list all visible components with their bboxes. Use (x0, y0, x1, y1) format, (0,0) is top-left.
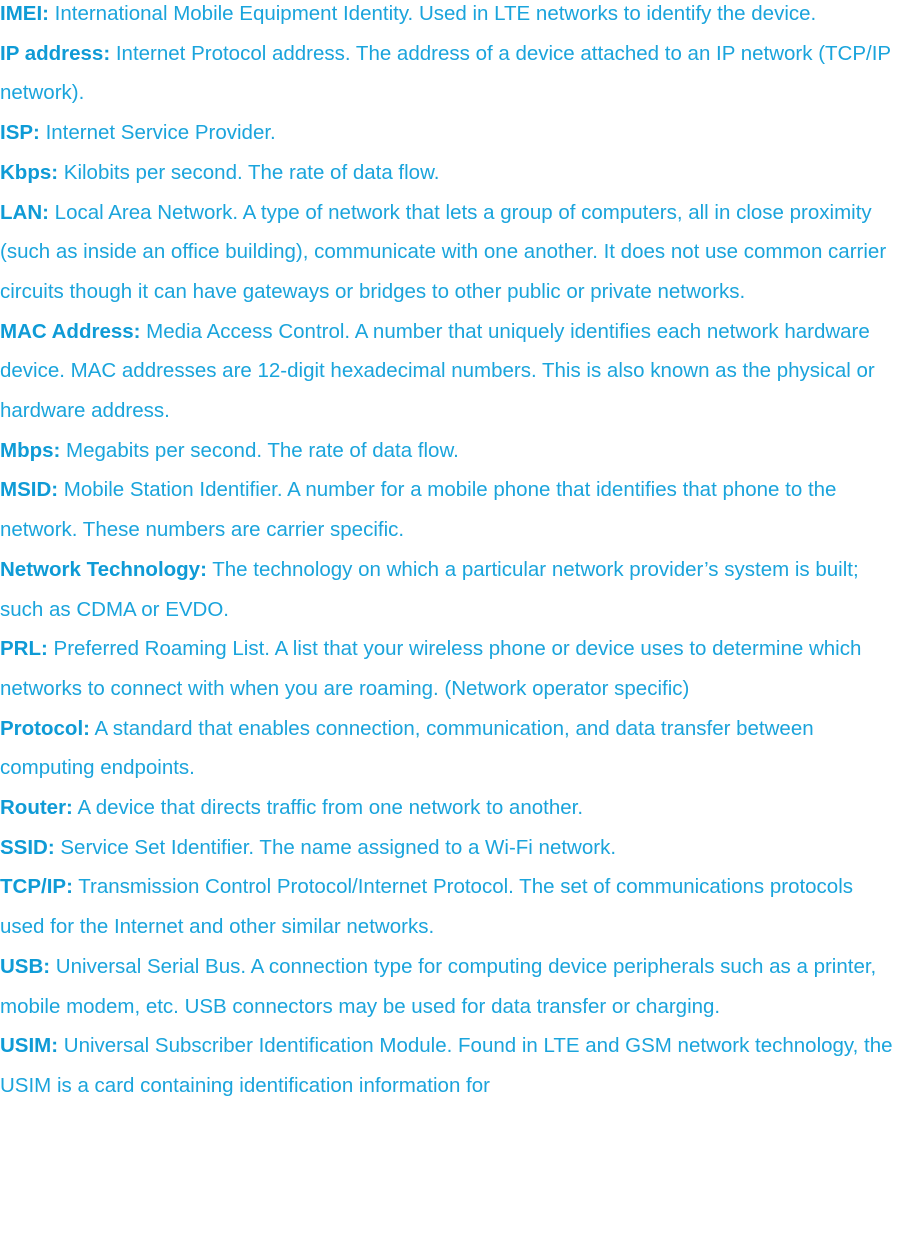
glossary-term: Kbps: (0, 160, 59, 184)
glossary-definition: Internet Service Provider. (39, 121, 276, 145)
glossary-term: ISP: (0, 121, 40, 145)
glossary-entry-imei (0, 0, 900, 34)
glossary-entry-kbps (0, 153, 900, 193)
glossary-term: MSID: (0, 478, 59, 502)
glossary-entry-usim (0, 1026, 900, 1105)
glossary-definition: Media Access Control. A number that uniquely identifies each network hardware device. MAC addresses are 12-digit hexadecimal numbers. This is also known as the physical or hardware address. (0, 319, 875, 423)
glossary-definition: The technology on which a particular network provider’s system is built; such as CDMA or EVDO. (0, 557, 859, 621)
glossary-entry-prl (0, 629, 900, 708)
glossary-definition: A device that directs traffic from one network to another. (72, 796, 584, 820)
glossary-entry-protocol (0, 709, 900, 788)
glossary-term: PRL: (0, 637, 48, 661)
glossary-definition: Kilobits per second. The rate of data flow. (58, 160, 440, 184)
glossary-entry-tcp-ip (0, 867, 900, 946)
glossary-term: MAC Address: (0, 319, 141, 343)
glossary-entry-mbps (0, 431, 900, 471)
glossary-term: USB: (0, 954, 51, 978)
glossary-definition: Universal Serial Bus. A connection type for computing device peripherals such as a printer, mobile modem, etc. USB connectors may be used for data transfer or charging. (0, 954, 877, 1018)
glossary-definition: Mobile Station Identifier. A number for a mobile phone that identifies that phone to the network. These numbers are carrier specific. (0, 478, 837, 542)
glossary-term: IP address: (0, 41, 111, 65)
glossary-definition: Transmission Control Protocol/Internet Protocol. The set of communications protocols used for the Internet and other similar networks. (0, 875, 854, 939)
glossary-term: IMEI: (0, 2, 49, 25)
glossary-entry-network-technology (0, 550, 900, 629)
glossary-entry-ssid (0, 828, 900, 868)
glossary-term: Mbps: (0, 438, 61, 462)
glossary-term: LAN: (0, 200, 49, 224)
glossary-term: Protocol: (0, 716, 90, 740)
glossary-definition: Universal Subscriber Identification Module. Found in LTE and GSM network technology, the USIM is a card containing identification information for (0, 1034, 893, 1097)
glossary-term: Network Technology: (0, 557, 207, 581)
glossary-definition: International Mobile Equipment Identity. Used in LTE networks to identify the device. (48, 2, 817, 25)
glossary-definition: Internet Protocol address. The address of a device attached to an IP network (TCP/IP network). (0, 41, 891, 105)
glossary-entry-usb (0, 947, 900, 1026)
glossary-term: USIM: (0, 1034, 59, 1058)
glossary-definition: Local Area Network. A type of network that lets a group of computers, all in close proximity (such as inside an office building), communicate with one another. It does not use common carrier circuits though it can have gateways or bridges to other public or private networks. (0, 200, 887, 303)
glossary-entry-ip-address (0, 34, 900, 113)
glossary-definition: Preferred Roaming List. A list that your wireless phone or device uses to determine which networks to connect with when you are roaming. (Network operator specific) (0, 637, 862, 700)
glossary-entry-msid (0, 470, 900, 549)
glossary-definition: Megabits per second. The rate of data flow. (60, 438, 459, 462)
glossary-term: SSID: (0, 835, 55, 859)
glossary-term: TCP/IP: (0, 875, 73, 899)
glossary-entry-router (0, 788, 900, 828)
glossary-entry-mac-address (0, 312, 900, 431)
glossary-entry-lan (0, 193, 900, 312)
glossary-term: Router: (0, 796, 73, 820)
glossary-definition: A standard that enables connection, communication, and data transfer between computing endpoints. (0, 716, 814, 780)
glossary-entry-isp (0, 113, 900, 153)
glossary-definition: Service Set Identifier. The name assigned to a Wi-Fi network. (54, 835, 617, 859)
